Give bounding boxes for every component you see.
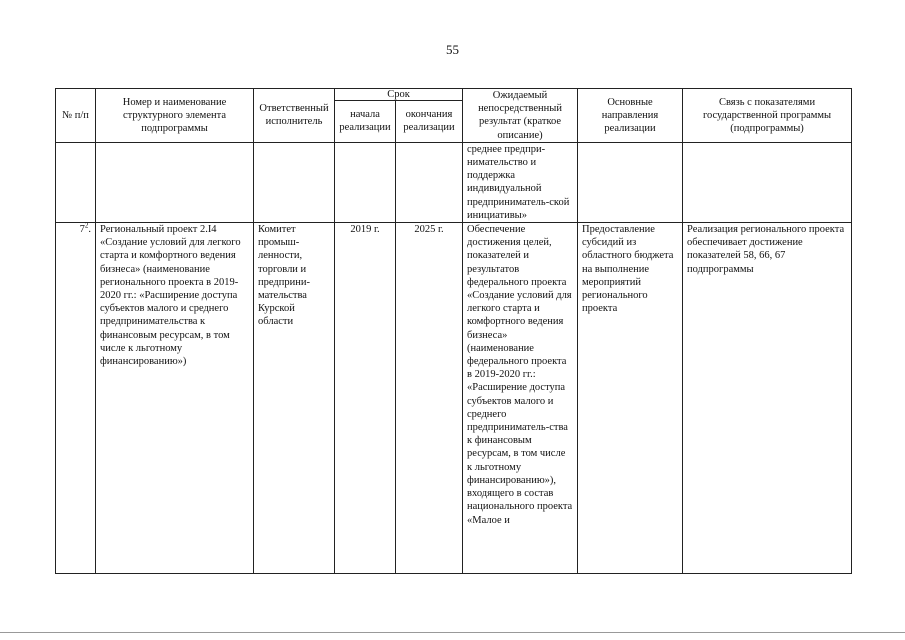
header-indicator-link: Связь с показателями государственной программы (подпрограммы): [683, 89, 852, 143]
cell-directions: Предоставление субсидий из областного бюджета на выполнение мероприятий регионального проекта: [578, 223, 683, 574]
cell-expected-result: среднее предпри-нимательство и поддержка индивидуальной предприниматель-ской инициативы»: [463, 142, 578, 222]
scan-edge-line: [0, 632, 905, 633]
cell-executor: [254, 142, 335, 222]
cell-expected-result: Обеспечение достижения целей, показателей и результатов федерального проекта «Создание условий для легкого старта и комфортного ведения бизнеса» (наименование федерального проекта в 2019-2020 гг.: «Расширение доступа субъектов малого и среднего предприниматель-ства к финансовым ресурсам, в том числе к льготному финансированию»), входящего в состав национального проекта «Малое и: [463, 223, 578, 574]
cell-end: 2025 г.: [396, 223, 463, 574]
header-term-end: окончания реализации: [396, 101, 463, 143]
header-term-start: начала реализации: [335, 101, 396, 143]
cell-executor: Комитет промыш-ленности, торговли и предприни-мательства Курской области: [254, 223, 335, 574]
row-number: 7: [79, 224, 85, 236]
header-directions: Основные направления реализации: [578, 89, 683, 143]
cell-element-name: [96, 142, 254, 222]
header-element-name: Номер и наименование структурного элемента подпрограммы: [96, 89, 254, 143]
cell-indicator-link: Реализация регионального проекта обеспечивает достижение показателей 58, 66, 67 подпрограммы: [683, 223, 852, 574]
cell-start: [335, 142, 396, 222]
row-number-superscript: 2: [84, 221, 89, 230]
cell-num: [56, 142, 96, 222]
program-table: [55, 88, 852, 574]
header-executor: Ответственный исполнитель: [254, 89, 335, 143]
header-expected-result: Ожидаемый непосредственный результат (краткое описание): [463, 89, 578, 143]
cell-directions: [578, 142, 683, 222]
page-number: 55: [446, 42, 459, 57]
cell-end: [396, 142, 463, 222]
cell-element-name: Региональный проект 2.I4 «Создание условий для легкого старта и комфортного ведения бизнеса» (наименование регионального проекта в 2019-2020 гг.: «Расширение доступа субъектов малого и среднего предпринимательства к финансовым ресурсам, в том числе к льготному финансированию»): [96, 223, 254, 574]
row-number-suffix: .: [88, 224, 91, 236]
table-row-project: [56, 223, 852, 574]
table-row-continuation: [56, 142, 852, 222]
cell-num: [56, 223, 96, 574]
header-term: Срок: [335, 89, 463, 101]
cell-indicator-link: [683, 142, 852, 222]
cell-start: 2019 г.: [335, 223, 396, 574]
header-num: № п/п: [56, 89, 96, 143]
